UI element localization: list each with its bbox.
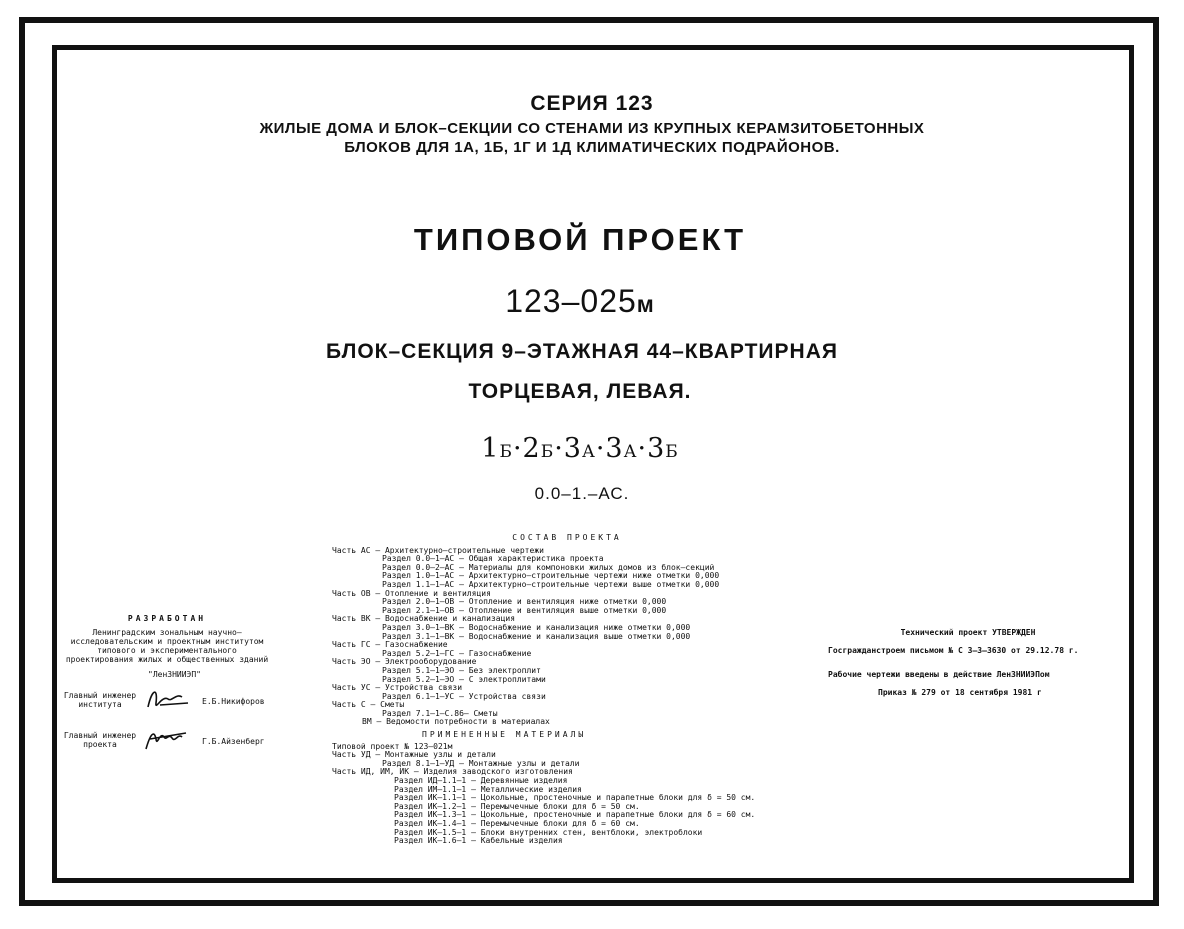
contents-row: Часть ГС – Газоснабжение	[332, 641, 448, 650]
applied-row: Часть ИД, ИМ, ИК – Изделия заводского изготовления	[332, 768, 573, 777]
document-code: 0.0–1.–АС.	[534, 484, 630, 503]
contents-row: Часть УС – Устройства связи	[332, 684, 463, 693]
applied-row: Раздел ИК–1.6–1 – Кабельные изделия	[394, 837, 563, 846]
signature-row-project-engineer	[62, 725, 272, 759]
contents-row: Раздел 5.1–1–ЭО – Без электроплит	[382, 666, 541, 675]
contents-row: Раздел 2.0–1–ОВ – Отопление и вентиляция ниже отметки 0,000	[382, 598, 667, 607]
apartment-code: 1Б·2Б·3А·3А·3Б	[481, 433, 679, 464]
approval-line-3: Рабочие чертежи введены в действие ЛенЗНИИЭПом	[828, 670, 1050, 679]
contents-row: Раздел 5.2–1–ЭО – С электроплитами	[382, 675, 546, 684]
applied-row: Раздел ИК–1.4–1 – Перемычечные блоки для δ = 60 см.	[394, 820, 640, 828]
applied-row: Часть УД – Монтажные узлы и детали	[332, 751, 496, 760]
contents-row: Раздел 7.1–1–С.86– Сметы	[382, 709, 498, 718]
developer-organization: Ленинградским зональным научно–исследовательским и проектным институтом типового и экспериментального проектирования жилых и общественных зданий	[65, 628, 269, 664]
contents-title: СОСТАВ ПРОЕКТА	[512, 533, 622, 542]
developer-heading: РАЗРАБОТАН	[127, 614, 207, 623]
applied-row: Раздел ИК–1.2–1 – Перемычечные блоки для δ = 50 см.	[394, 802, 640, 811]
contents-row: Раздел 3.1–1–ВК – Водоснабжение и канализация выше отметки 0,000	[382, 632, 691, 641]
applied-materials-title: ПРИМЕНЕННЫЕ МАТЕРИАЛЫ	[422, 731, 587, 740]
contents-row: Раздел 2.1–1–ОВ – Отопление и вентиляция выше отметки 0,000	[382, 606, 667, 615]
contents-row: ВМ – Ведомости потребности в материалах	[362, 718, 550, 727]
project-number-suffix: м	[636, 291, 655, 317]
signer-role: Главный инженер института	[63, 691, 137, 709]
contents-row: Раздел 0.0–2–АС – Материалы для компоновки жилых домов из блок–секций	[382, 563, 715, 572]
end-section-title: ТОРЦЕВАЯ, ЛЕВАЯ.	[468, 380, 692, 403]
signature-row-chief-engineer	[62, 685, 272, 719]
applied-row: Раздел ИК–1.1–1 – Цокольные, простеночные и парапетные блоки для δ = 50 см.	[394, 794, 756, 803]
series-title: СЕРИЯ 123	[530, 92, 654, 115]
developer-block	[62, 614, 272, 759]
contents-row: Раздел 1.1–1–АС – Архитектурно–строительные чертежи выше отметки 0,000	[382, 580, 720, 589]
contents-row: Раздел 1.0–1–АС – Архитектурно–строительные чертежи ниже отметки 0,000	[382, 572, 720, 581]
series-subtitle-line-2: БЛОКОВ ДЛЯ 1А, 1Б, 1Г И 1Д КЛИМАТИЧЕСКИХ ПОДРАЙОНОВ.	[344, 139, 840, 156]
contents-row: Раздел 3.0–1–ВК – Водоснабжение и канализация ниже отметки 0,000	[382, 623, 691, 632]
applied-row: Раздел ИД–1.1–1 – Деревянные изделия	[394, 777, 568, 786]
signer-name: Г.Б.Айзенберг	[202, 737, 265, 746]
signer-role: Главный инженер проекта	[63, 731, 137, 749]
approval-line-2: Госгражданстроем письмом № С 3–3–3630 от 29.12.78 г.	[828, 646, 1079, 655]
contents-row: Раздел 6.1–1–УС – Устройства связи	[382, 692, 546, 701]
applied-row: Раздел ИМ–1.1–1 – Металлические изделия	[394, 785, 582, 794]
signature-icon	[142, 725, 192, 753]
block-section-title: БЛОК–СЕКЦИЯ 9–ЭТАЖНАЯ 44–КВАРТИРНАЯ	[326, 340, 838, 363]
contents-row: Часть С – Сметы	[332, 701, 405, 710]
contents-row: Раздел 5.2–1–ГС – Газоснабжение	[382, 649, 532, 658]
project-number	[0, 283, 1172, 320]
applied-row: Раздел 8.1–1–УД – Монтажные узлы и детали	[382, 759, 580, 768]
series-subtitle-line-1: ЖИЛЫЕ ДОМА И БЛОК–СЕКЦИИ СО СТЕНАМИ ИЗ КРУПНЫХ КЕРАМЗИТОБЕТОННЫХ	[259, 120, 925, 137]
signature-icon	[142, 685, 192, 713]
project-number-main: 123–025	[505, 283, 637, 319]
approval-line-4: Приказ № 279 от 18 сентября 1981 г	[878, 688, 1042, 697]
contents-row: Часть ОВ – Отопление и вентиляция	[332, 589, 491, 598]
applied-row: Типовой проект № 123–021м	[332, 742, 453, 751]
contents-row: Раздел 0.0–1–АС – Общая характеристика проекта	[382, 555, 604, 564]
contents-row: Часть ВК – Водоснабжение и канализация	[332, 615, 516, 624]
project-contents	[332, 534, 802, 846]
contents-row: Часть ЭО – Электрооборудование	[332, 658, 477, 667]
developer-institute: "ЛенЗНИИЭП"	[148, 670, 201, 679]
approval-line-1: Технический проект УТВЕРЖДЕН	[900, 628, 1036, 637]
applied-row: Раздел ИК–1.3–1 – Цокольные, простеночные и парапетные блоки для δ = 60 см.	[394, 811, 756, 820]
project-type-title: ТИПОВОЙ ПРОЕКТ	[413, 222, 747, 257]
approval-block	[828, 628, 1108, 698]
applied-row: Раздел ИК–1.5–1 – Блоки внутренних стен, вентблоки, электроблоки	[394, 828, 703, 837]
contents-row: Часть АС – Архитектурно–строительные чертежи	[332, 546, 544, 555]
signer-name: Е.Б.Никифоров	[202, 697, 265, 706]
